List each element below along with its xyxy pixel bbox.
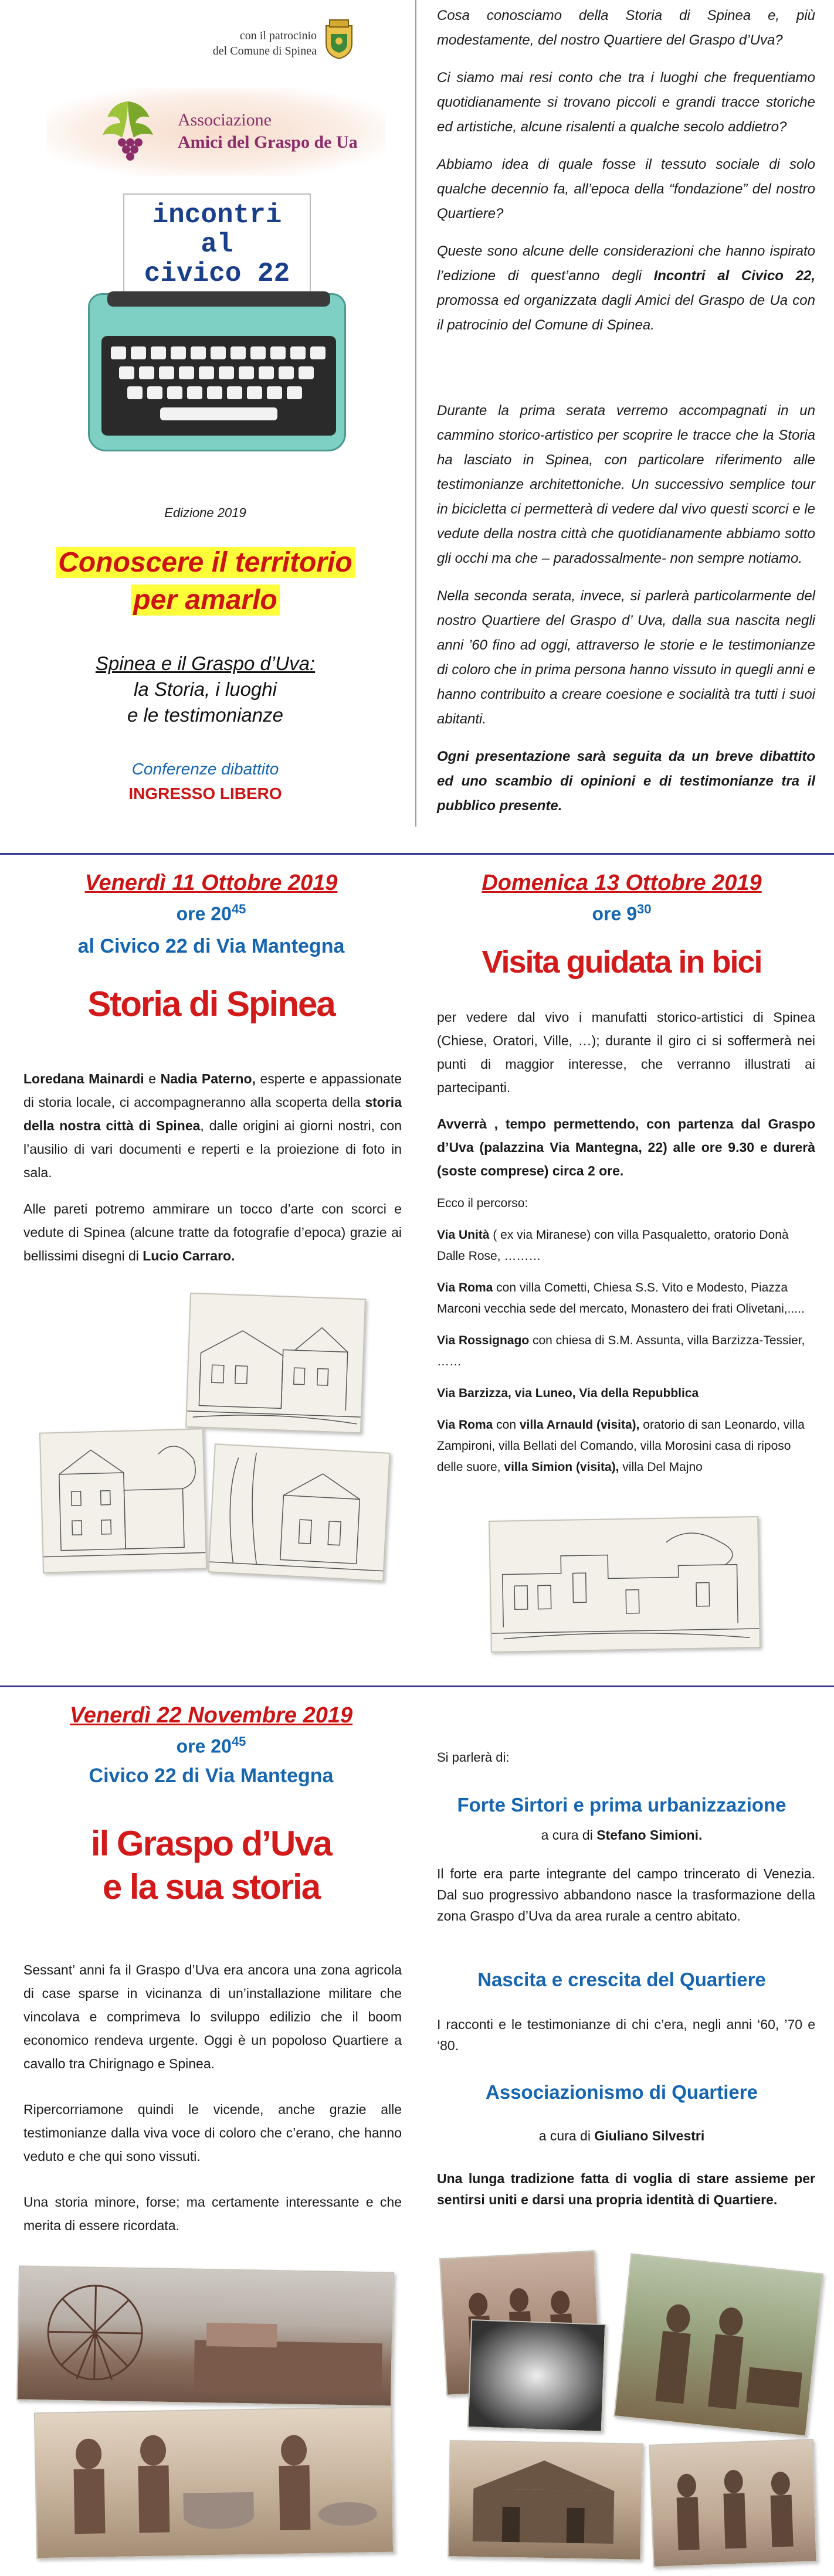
event2-time: ore $9^{30}$ (592, 902, 652, 925)
sketch-ruins (489, 1516, 761, 1653)
edition-label: Edizione 2019 (164, 505, 246, 520)
sketch-church (208, 1443, 390, 1581)
section-divider-1 (0, 853, 834, 855)
sketch-villa-2 (39, 1428, 207, 1573)
topic3-heading: Associazionismo di Quartiere (486, 2081, 758, 2103)
route-stop-1: Via Unità ( ex via Miranese) con villa Pasqualetto, oratorio Donà Dalle Rose, ……… (437, 1228, 789, 1263)
association-logo (46, 88, 386, 176)
typewriter-paper: incontri al civico 22 (123, 193, 311, 305)
event3-date: Venerdì 22 Novembre 2019 (69, 1703, 353, 1728)
sketch-villa-1 (185, 1293, 366, 1433)
event1-time: ore $20^{45}$ (176, 902, 246, 925)
intro-text-2 (437, 399, 815, 818)
event1-p1: Loredana Mainardi e Nadia Paterno, esperte e appassionate di storia locale, ci accompagneranno alla scoperta della storia della nostra città di Spinea, dalle origini ai giorni nostri, con l’ausilio di vari documenti e reperti e la proiezione di foto in sala. (23, 1071, 402, 1180)
conferences-label: Conferenze dibattito (131, 760, 279, 778)
event3-time: ore $20^{45}$ (176, 1734, 246, 1757)
event1-text (23, 1067, 402, 1267)
topic3-author: a cura di Giuliano Silvestri (538, 2128, 705, 2143)
photo-group-outdoor (613, 2254, 823, 2437)
event3-place: Civico 22 di Via Mantegna (89, 1765, 334, 1787)
intro-p6: Nella seconda serata, invece, si parlerà particolarmente del nostro Quartiere del Graspo d’ Uva, dalla sua nascita negli anni ’60 fino ad oggi, attraverso le storie e le testimonianze di coloro che in prima persona hanno vissuto in quegli anni e hanno contribuito a creare coesione e socialità tra tutti i suoi abitanti. (437, 588, 815, 727)
main-title-line1: Conoscere il territorio (56, 547, 354, 578)
route-stop-2: Via Roma con villa Cometti, Chiesa S.S. Vito e Modesto, Piazza Marconi vecchia sede del mercato, Monastero dei frati Olivetani,..... (437, 1281, 805, 1316)
main-title (35, 544, 375, 619)
topic3-text: Una lunga tradizione fatta di voglia di stare assieme per sentirsi uniti e darsi una propria identità di Quartiere. (437, 2171, 815, 2207)
event3-p1: Sessant’ anni fa il Graspo d’Uva era ancora una zona agricola di case sparse in vicinanza di un’installazione militare che vincolava e comprimeva lo sviluppo edilizio che il boom economico rendeva urgente. Oggi è un popoloso Quartiere a cavallo tra Chirignago e Spinea. (23, 1962, 402, 2071)
intro-p2: Ci siamo mai resi conto che tra i luoghi che frequentiamo quotidianamente si trovano piccoli e grandi tracce storiche ed artistiche, alcune risalenti a qualche secolo addietro? (437, 70, 815, 135)
free-entry-label: INGRESSO LIBERO (128, 784, 282, 803)
intro-p4: Queste sono alcune delle considerazioni che hanno ispirato l’edizione di quest’anno degli Incontri al Civico 22, promossa ed organizzata dagli Amici del Graspo de Ua con il patrocinio del Comune di Spinea. (437, 243, 815, 333)
section-divider-2 (0, 1685, 834, 1687)
assoc-name-line2: Amici del Graspo de Ua (178, 132, 358, 152)
event2-text (437, 1005, 815, 1194)
event3-p2: Ripercorriamone quindi le vicende, anche grazie alle testimonianze dalla viva voce di coloro che c’erano, che hanno veduto e che qui sono vissuti. (23, 2102, 402, 2164)
event2-p1: per vedere dal vivo i manufatti storico-artistici di Spinea (Chiese, Oratori, Ville, …); durante il giro ci si soffermerà nei punti di maggior interesse, che verranno illustrati ai partecipanti. (437, 1010, 815, 1095)
event3-text (23, 1958, 402, 2237)
route-stop-4: Via Barzizza, via Luneo, Via della Repubblica (437, 1386, 699, 1400)
intro-text (437, 4, 815, 338)
photo-old-fort (447, 2440, 643, 2561)
event2-title: Visita guidata in bici (482, 944, 762, 980)
main-title-line2: per amarlo (131, 584, 279, 616)
photo-kitchen (34, 2407, 394, 2560)
grape-leaf-icon (96, 97, 160, 167)
topics-intro: Si parlerà di: (437, 1750, 510, 1765)
topic1-text: Il forte era parte integrante del campo trincerato di Venezia. Dal suo progressivo abbandono nasce la trasformazione della zona Graspo d’Uva da area rurale a centro abitato. (437, 1866, 815, 1923)
event1-place: al Civico 22 di Via Mantegna (77, 935, 345, 957)
assoc-name-line1: Associazione (178, 110, 272, 130)
event1-p2: Alle pareti potremo ammirare un tocco d’arte con scorci e vedute di Spinea (alcune tratte da fotografie d’epoca) grazie ai bellissimi disegni di Lucio Carraro. (23, 1201, 402, 1263)
topic1-author: a cura di Stefano Simioni. (541, 1827, 703, 1843)
topic1-heading: Forte Sirtori e prima urbanizzazione (457, 1794, 786, 1816)
intro-p7: Ogni presentazione sarà seguita da un breve dibattito ed uno scambio di opinioni e di testimonianze tra il pubblico presente. (437, 749, 815, 814)
route-intro: Ecco il percorso: (437, 1197, 528, 1210)
photo-group-table (649, 2439, 817, 2568)
event1-date: Venerdì 11 Ottobre 2019 (84, 871, 338, 895)
subtitle: Spinea e il Graspo d’Uva: la Storia, i luoghi e le testimonianze (95, 653, 316, 726)
intro-p1: Cosa conosciamo della Storia di Spinea e, più modestamente, del nostro Quartiere del Graspo d’Uva? (437, 8, 815, 48)
route-stop-5: Via Roma con villa Arnauld (visita), oratorio di san Leonardo, villa Zampironi, villa Bellati del Comando, villa Morosini casa di riposo delle suore, villa Simion (visita), villa Del Majno (437, 1418, 805, 1474)
typewriter-illustration (88, 193, 346, 451)
photo-tunnel (467, 2319, 606, 2432)
event2-route (437, 1193, 815, 1488)
event-column-divider-1 (415, 874, 416, 1665)
patronage-text: con il patrocinio del Comune di Spinea (212, 29, 317, 57)
event2-date: Domenica 13 Ottobre 2019 (482, 871, 762, 895)
photo-fairground (16, 2265, 394, 2407)
header-column-divider (415, 0, 416, 827)
route-stop-3: Via Rossignago con chiesa di S.M. Assunta, villa Barzizza-Tessier, …… (437, 1334, 805, 1368)
intro-p3: Abbiamo idea di quale fosse il tessuto sociale di solo qualche decennio fa, all’epoca della “fondazione” del nostro Quartiere? (437, 157, 815, 222)
typewriter-body (88, 293, 346, 451)
typewriter-keys (107, 343, 330, 431)
event3-p3: Una storia minore, forse; ma certamente interessante e che merita di essere ricordata. (23, 2194, 402, 2233)
topic2-text: I racconti e le testimonianze di chi c’era, negli anni ‘60, ’70 e ‘80. (437, 2017, 815, 2053)
topic2-heading: Nascita e crescita del Quartiere (477, 1969, 766, 1990)
comune-crest-icon (323, 18, 355, 60)
event1-title: Storia di Spinea (87, 984, 335, 1024)
intro-p5: Durante la prima serata verremo accompagnati in un cammino storico-artistico per scoprire le tracce che la Storia ha lasciato in Spinea, con particolare riferimento alle testimonianze architettoniche. Un successivo semplice tour in bicicletta ci permetterà di vedere dal vivo questi scorci e le vedute della nostra città che quotidianamente abbiamo sotto gli occhi ma che – paradossalmente- non sempre notiamo. (437, 403, 815, 566)
event3-title: il Graspo d’Uva e la sua storia (90, 1824, 332, 1906)
event2-p2: Avverrà , tempo permettendo, con partenza dal Graspo d’Uva (palazzina Via Mantegna, 22) alle ore 9.30 e durerà (soste comprese) circa 2 ore. (437, 1116, 815, 1178)
